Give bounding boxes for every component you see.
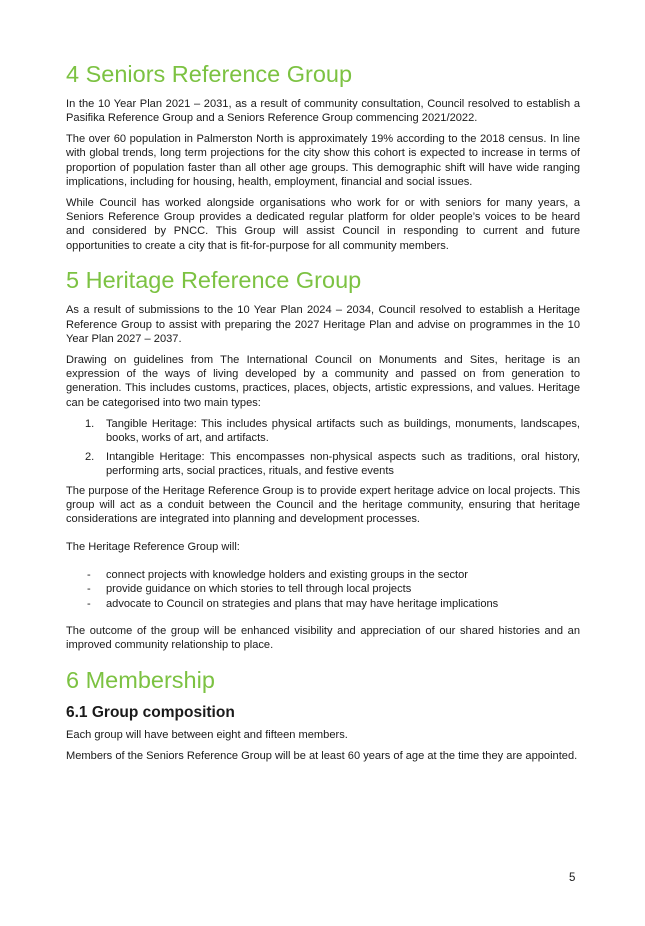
page-number: 5 xyxy=(569,872,576,884)
paragraph: The purpose of the Heritage Reference Group is to provide expert heritage advice on local projects. This group will act as a conduit between the Council and the heritage community, ensuring that heritage considerations are integrated into planning and development processes. xyxy=(66,484,580,526)
section-heritage-reference-group xyxy=(66,266,580,652)
paragraph: Drawing on guidelines from The International Council on Monuments and Sites, heritage is an expression of the ways of living developed by a community and passed on from generation to generation. This includes customs, practices, places, objects, artistic expressions, and values. Heritage can be categorised into two main types: xyxy=(66,353,580,409)
page-content xyxy=(66,60,580,770)
section-seniors-reference-group xyxy=(66,60,580,253)
section-heading-6: 6 Membership xyxy=(66,666,215,693)
paragraph: The over 60 population in Palmerston North is approximately 19% according to the 2018 census. In line with global trends, long term projections for the city show this cohort is expected to increase in terms of proportion of population faster than all other age groups. This demographic shift will have wide ranging implications, including for housing, health, employment, financial and social issues. xyxy=(66,133,580,188)
list-item: - provide guidance on which stories to tell through local projects xyxy=(87,583,412,596)
paragraph: Each group will have between eight and fifteen members. xyxy=(66,728,348,741)
heritage-types-list xyxy=(66,417,580,479)
section-heading-5: 5 Heritage Reference Group xyxy=(66,267,362,294)
paragraph: Members of the Seniors Reference Group will be at least 60 years of age at the time they are appointed. xyxy=(66,749,578,762)
paragraph: In the 10 Year Plan 2021 – 2031, as a result of community consultation, Council resolved to establish a Pasifika Reference Group and a Seniors Reference Group commencing 2021/2022. xyxy=(66,98,580,125)
list-item: 1. Tangible Heritage: This includes physical artifacts such as buildings, monuments, landscapes, books, works of art, and artifacts. xyxy=(85,417,580,444)
paragraph: The Heritage Reference Group will: xyxy=(66,541,240,554)
list-item: - connect projects with knowledge holders and existing groups in the sector xyxy=(87,568,468,581)
list-item: 2. Intangible Heritage: This encompasses non-physical aspects such as traditions, oral history, performing arts, social practices, rituals, and festive events xyxy=(85,451,580,478)
section-membership xyxy=(66,666,580,763)
heritage-duties-list xyxy=(66,568,580,611)
paragraph: The outcome of the group will be enhanced visibility and appreciation of our shared histories and an improved community relationship to place. xyxy=(66,624,580,652)
section-heading-4: 4 Seniors Reference Group xyxy=(66,61,353,87)
sub-heading-6-1: 6.1 Group composition xyxy=(66,703,235,721)
paragraph: As a result of submissions to the 10 Year Plan 2024 – 2034, Council resolved to establish a Heritage Reference Group to assist with preparing the 2027 Heritage Plan and advise on programmes in the 10 Year Plan 2027 – 2037. xyxy=(66,304,580,346)
list-item: - advocate to Council on strategies and plans that may have heritage implications xyxy=(87,597,499,610)
paragraph: While Council has worked alongside organisations who work for or with seniors for many years, a Seniors Reference Group provides a dedicated regular platform for older people’s voices to be heard and considered by PNCC. This Group will assist Council in responding to current and future opportunities to create a city that is fit-for-purpose for all community members. xyxy=(66,196,580,252)
